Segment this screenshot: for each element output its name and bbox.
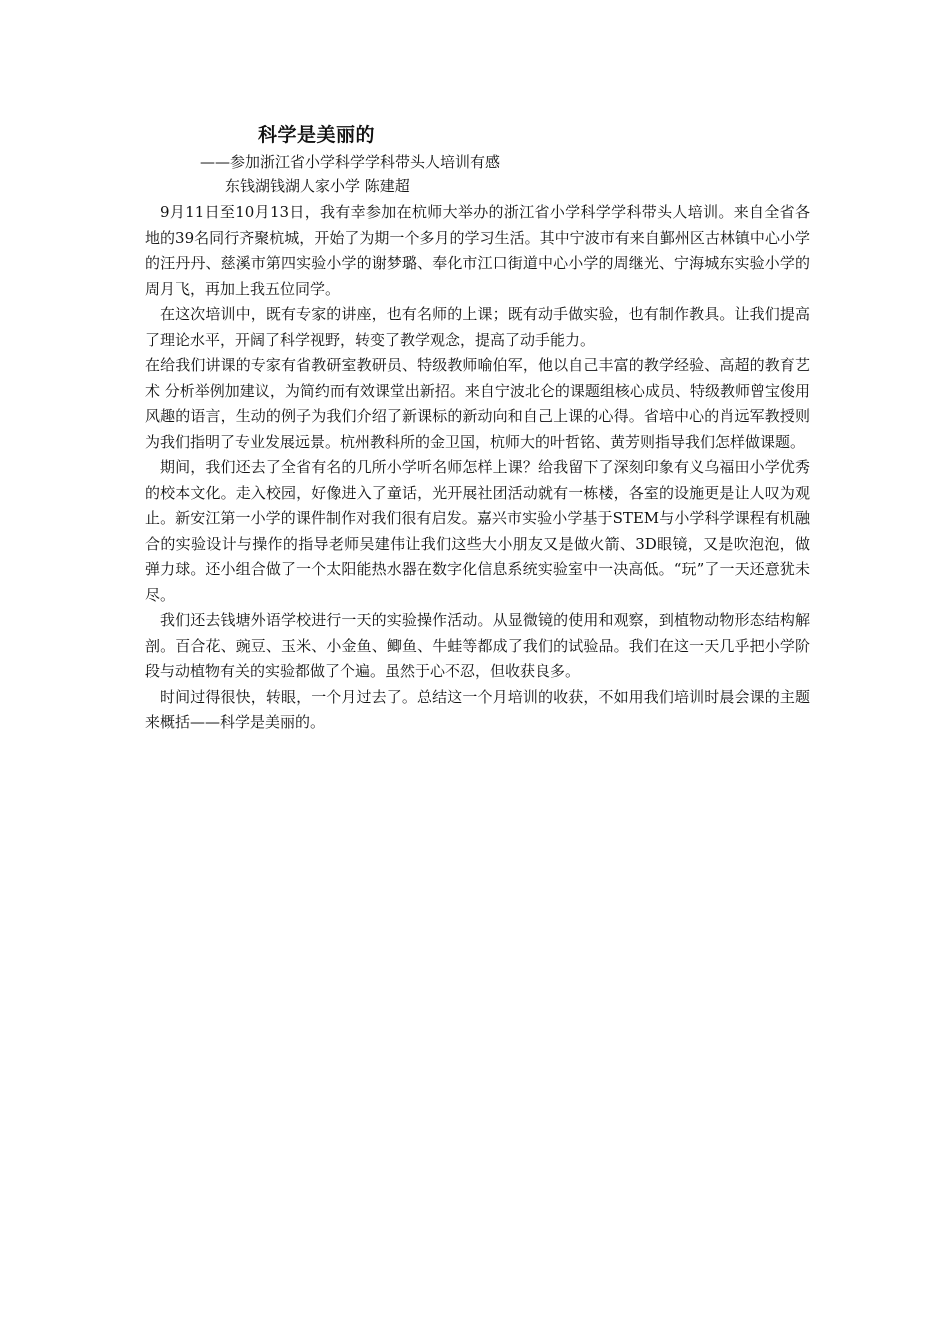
paragraph-training-content: 在这次培训中，既有专家的讲座，也有名师的上课；既有动手做实验，也有制作教具。让我们提高了理论水平，开阔了科学视野，转变了教学观念，提高了动手能力。 bbox=[145, 305, 810, 349]
document-title: 科学是美丽的 bbox=[258, 124, 376, 146]
paragraph-school-visits: 期间，我们还去了全省有名的几所小学听名师怎样上课？给我留下了深刻印象有义乌福田小学优秀的校本文化。走入校园，好像进入了童话，光开展社团活动就有一栋楼，各室的设施更是让人叹为观止。新安江第一小学的课件制作对我们很有启发。嘉兴市实验小学基于STEM与小学科学课程有机融合的实验设计与操作的指导老师吴建伟让我们这些大小朋友又是做火箭、3D眼镜，又是吹泡泡，做弹力球。还小组合做了一个太阳能热水器在数字化信息系统实验室中一决高低。“玩”了一天还意犹未尽。 bbox=[145, 458, 810, 604]
paragraph-conclusion: 时间过得很快，转眼，一个月过去了。总结这一个月培训的收获，不如用我们培训时晨会课的主题来概括——科学是美丽的。 bbox=[145, 687, 810, 731]
paragraph-lab-activity: 我们还去钱塘外语学校进行一天的实验操作活动。从显微镜的使用和观察，到植物动物形态结构解剖。百合花、豌豆、玉米、小金鱼、鲫鱼、牛蛙等都成了我们的试验品。我们在这一天几乎把小学阶段与动植物有关的实验都做了个遍。虽然于心不忍，但收获良多。 bbox=[145, 611, 810, 680]
paragraph-training-intro: 9月11日至10月13日，我有幸参加在杭师大举办的浙江省小学科学学科带头人培训。来自全省各地的39名同行齐聚杭城，开始了为期一个多月的学习生活。其中宁波市有来自鄞州区古林镇中心小学的汪丹丹、慈溪市第四实验小学的谢梦璐、奉化市江口街道中心小学的周继光、宁海城东实验小学的周月飞，再加上我五位同学。 bbox=[145, 203, 810, 298]
paragraph-lecturers: 在给我们讲课的专家有省教研室教研员、特级教师喻伯军，他以自己丰富的教学经验、高超的教育艺术 分析举例加建议，为简约而有效课堂出新招。来自宁波北仑的课题组核心成员、特级教师曾宝俊用风趣的语言，生动的例子为我们介绍了新课标的新动向和自己上课的心得。省培中心的肖远军教授则为我们指明了专业发展远景。杭州教科所的金卫国，杭师大的叶哲铭、黄芳则指导我们怎样做课题。 bbox=[145, 356, 810, 451]
document-subtitle: ——参加浙江省小学科学学科带头人培训有感 bbox=[200, 153, 501, 171]
document-body bbox=[145, 120, 810, 736]
document-author: 东钱湖钱湖人家小学 陈建超 bbox=[225, 177, 410, 195]
